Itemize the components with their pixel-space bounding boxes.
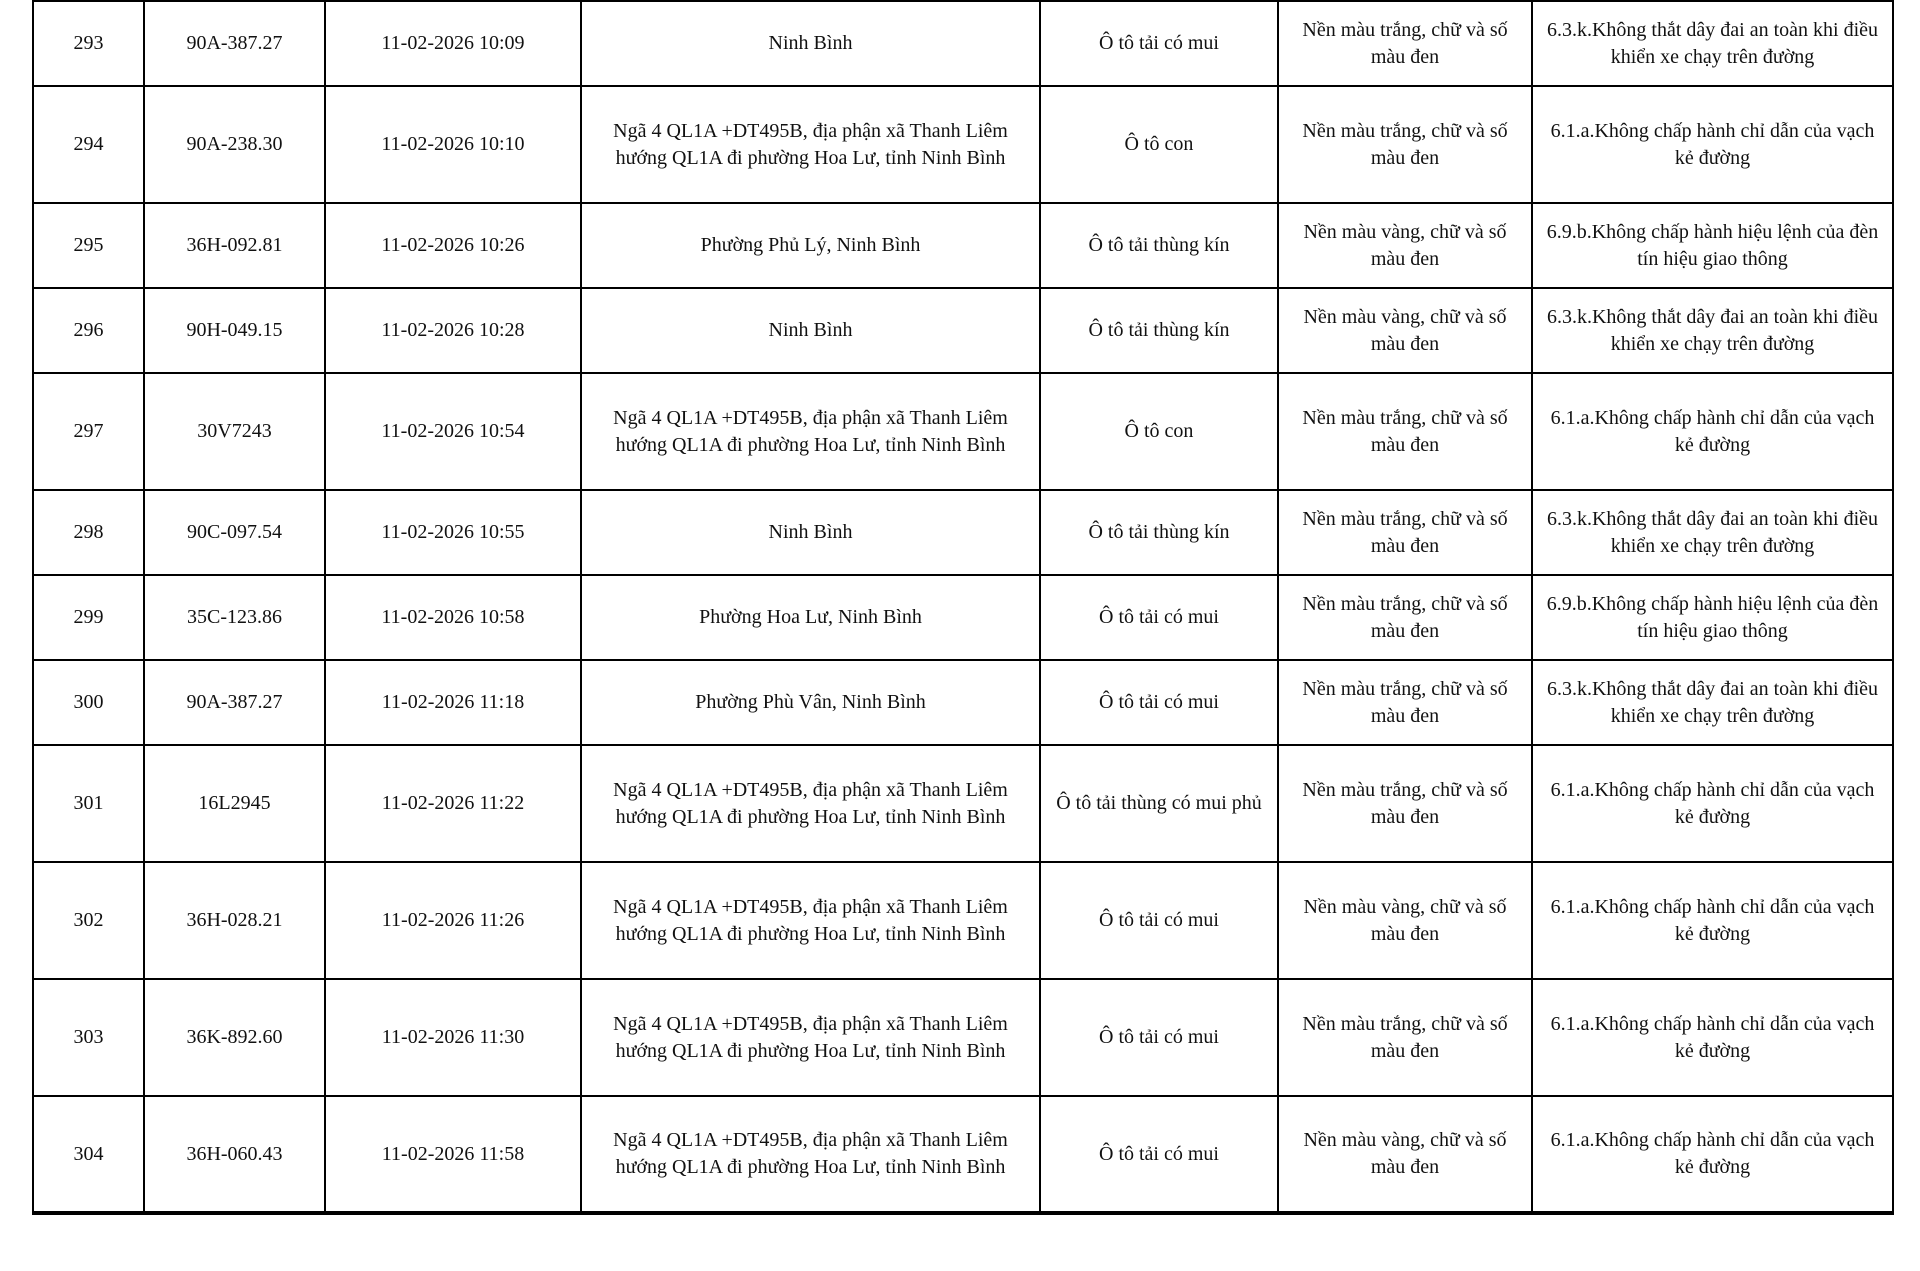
cell-plate-color: Nền màu trắng, chữ và số màu đen <box>1278 575 1532 660</box>
cell-plate: 36H-092.81 <box>144 203 325 288</box>
table-row <box>33 373 1893 490</box>
violations-table <box>32 0 1894 1215</box>
cell-location: Ninh Bình <box>581 490 1040 575</box>
cell-plate: 16L2945 <box>144 745 325 862</box>
cell-violation: 6.3.k.Không thắt dây đai an toàn khi điều khiển xe chạy trên đường <box>1532 490 1893 575</box>
cell-stt: 298 <box>33 490 144 575</box>
cell-location: Ngã 4 QL1A +DT495B, địa phận xã Thanh Liêm hướng QL1A đi phường Hoa Lư, tỉnh Ninh Bình <box>581 979 1040 1096</box>
cell-violation: 6.9.b.Không chấp hành hiệu lệnh của đèn tín hiệu giao thông <box>1532 575 1893 660</box>
cell-datetime: 11-02-2026 10:10 <box>325 86 581 203</box>
cell-plate-color: Nền màu trắng, chữ và số màu đen <box>1278 86 1532 203</box>
cell-plate-color: Nền màu trắng, chữ và số màu đen <box>1278 490 1532 575</box>
cell-stt: 293 <box>33 1 144 86</box>
table-row <box>33 490 1893 575</box>
cell-plate-color: Nền màu trắng, chữ và số màu đen <box>1278 745 1532 862</box>
cell-location: Ninh Bình <box>581 288 1040 373</box>
cell-plate-color: Nền màu vàng, chữ và số màu đen <box>1278 288 1532 373</box>
cell-stt: 300 <box>33 660 144 745</box>
cell-stt: 296 <box>33 288 144 373</box>
cell-vehicle-type: Ô tô tải thùng có mui phủ <box>1040 745 1278 862</box>
cell-plate: 90A-238.30 <box>144 86 325 203</box>
cell-violation: 6.3.k.Không thắt dây đai an toàn khi điều khiển xe chạy trên đường <box>1532 288 1893 373</box>
cell-stt: 299 <box>33 575 144 660</box>
cell-plate: 36K-892.60 <box>144 979 325 1096</box>
cell-plate: 90A-387.27 <box>144 1 325 86</box>
cell-location: Ninh Bình <box>581 1 1040 86</box>
cell-location: Phường Hoa Lư, Ninh Bình <box>581 575 1040 660</box>
cell-stt: 302 <box>33 862 144 979</box>
cell-location: Ngã 4 QL1A +DT495B, địa phận xã Thanh Liêm hướng QL1A đi phường Hoa Lư, tỉnh Ninh Bình <box>581 862 1040 979</box>
table-row <box>33 979 1893 1096</box>
cell-datetime: 11-02-2026 10:09 <box>325 1 581 86</box>
cell-plate-color: Nền màu vàng, chữ và số màu đen <box>1278 1096 1532 1213</box>
cell-violation: 6.3.k.Không thắt dây đai an toàn khi điều khiển xe chạy trên đường <box>1532 660 1893 745</box>
table-row <box>33 575 1893 660</box>
table-row <box>33 660 1893 745</box>
violations-table-container <box>32 0 1894 1215</box>
cell-violation: 6.3.k.Không thắt dây đai an toàn khi điều khiển xe chạy trên đường <box>1532 1 1893 86</box>
cell-violation: 6.1.a.Không chấp hành chỉ dẫn của vạch kẻ đường <box>1532 373 1893 490</box>
cell-location: Ngã 4 QL1A +DT495B, địa phận xã Thanh Liêm hướng QL1A đi phường Hoa Lư, tỉnh Ninh Bình <box>581 1096 1040 1213</box>
cell-datetime: 11-02-2026 10:28 <box>325 288 581 373</box>
cell-plate-color: Nền màu trắng, chữ và số màu đen <box>1278 1 1532 86</box>
cell-datetime: 11-02-2026 11:58 <box>325 1096 581 1213</box>
cell-datetime: 11-02-2026 11:30 <box>325 979 581 1096</box>
cell-vehicle-type: Ô tô tải có mui <box>1040 862 1278 979</box>
cell-datetime: 11-02-2026 10:55 <box>325 490 581 575</box>
cell-violation: 6.1.a.Không chấp hành chỉ dẫn của vạch kẻ đường <box>1532 86 1893 203</box>
cell-plate: 36H-060.43 <box>144 1096 325 1213</box>
table-row <box>33 1 1893 86</box>
cell-vehicle-type: Ô tô tải thùng kín <box>1040 490 1278 575</box>
cell-plate: 35C-123.86 <box>144 575 325 660</box>
cell-violation: 6.1.a.Không chấp hành chỉ dẫn của vạch kẻ đường <box>1532 862 1893 979</box>
cell-stt: 294 <box>33 86 144 203</box>
cell-datetime: 11-02-2026 10:58 <box>325 575 581 660</box>
cell-vehicle-type: Ô tô tải thùng kín <box>1040 203 1278 288</box>
table-row <box>33 203 1893 288</box>
cell-datetime: 11-02-2026 11:26 <box>325 862 581 979</box>
cell-plate-color: Nền màu vàng, chữ và số màu đen <box>1278 862 1532 979</box>
cell-stt: 301 <box>33 745 144 862</box>
cell-plate-color: Nền màu trắng, chữ và số màu đen <box>1278 979 1532 1096</box>
cell-vehicle-type: Ô tô con <box>1040 373 1278 490</box>
cell-location: Ngã 4 QL1A +DT495B, địa phận xã Thanh Liêm hướng QL1A đi phường Hoa Lư, tỉnh Ninh Bình <box>581 373 1040 490</box>
cell-plate: 30V7243 <box>144 373 325 490</box>
cell-stt: 297 <box>33 373 144 490</box>
cell-plate-color: Nền màu trắng, chữ và số màu đen <box>1278 373 1532 490</box>
cell-plate: 36H-028.21 <box>144 862 325 979</box>
cell-plate: 90C-097.54 <box>144 490 325 575</box>
cell-violation: 6.1.a.Không chấp hành chỉ dẫn của vạch kẻ đường <box>1532 1096 1893 1213</box>
cell-plate-color: Nền màu trắng, chữ và số màu đen <box>1278 660 1532 745</box>
cell-location: Ngã 4 QL1A +DT495B, địa phận xã Thanh Liêm hướng QL1A đi phường Hoa Lư, tỉnh Ninh Bình <box>581 745 1040 862</box>
cell-location: Phường Phù Vân, Ninh Bình <box>581 660 1040 745</box>
cell-vehicle-type: Ô tô tải có mui <box>1040 1 1278 86</box>
cell-location: Phường Phủ Lý, Ninh Bình <box>581 203 1040 288</box>
cell-vehicle-type: Ô tô tải có mui <box>1040 660 1278 745</box>
cell-plate-color: Nền màu vàng, chữ và số màu đen <box>1278 203 1532 288</box>
cell-datetime: 11-02-2026 11:22 <box>325 745 581 862</box>
cell-datetime: 11-02-2026 10:26 <box>325 203 581 288</box>
cell-datetime: 11-02-2026 11:18 <box>325 660 581 745</box>
table-row <box>33 1096 1893 1213</box>
cell-violation: 6.9.b.Không chấp hành hiệu lệnh của đèn tín hiệu giao thông <box>1532 203 1893 288</box>
cell-stt: 303 <box>33 979 144 1096</box>
cell-vehicle-type: Ô tô tải có mui <box>1040 575 1278 660</box>
cell-violation: 6.1.a.Không chấp hành chỉ dẫn của vạch kẻ đường <box>1532 745 1893 862</box>
cell-vehicle-type: Ô tô tải có mui <box>1040 979 1278 1096</box>
cell-datetime: 11-02-2026 10:54 <box>325 373 581 490</box>
cell-location: Ngã 4 QL1A +DT495B, địa phận xã Thanh Liêm hướng QL1A đi phường Hoa Lư, tỉnh Ninh Bình <box>581 86 1040 203</box>
cell-stt: 304 <box>33 1096 144 1213</box>
cell-violation: 6.1.a.Không chấp hành chỉ dẫn của vạch kẻ đường <box>1532 979 1893 1096</box>
cell-vehicle-type: Ô tô tải có mui <box>1040 1096 1278 1213</box>
cell-plate: 90A-387.27 <box>144 660 325 745</box>
cell-vehicle-type: Ô tô con <box>1040 86 1278 203</box>
cell-stt: 295 <box>33 203 144 288</box>
table-row <box>33 862 1893 979</box>
cell-plate: 90H-049.15 <box>144 288 325 373</box>
cell-vehicle-type: Ô tô tải thùng kín <box>1040 288 1278 373</box>
table-row <box>33 745 1893 862</box>
table-row <box>33 86 1893 203</box>
table-row <box>33 288 1893 373</box>
